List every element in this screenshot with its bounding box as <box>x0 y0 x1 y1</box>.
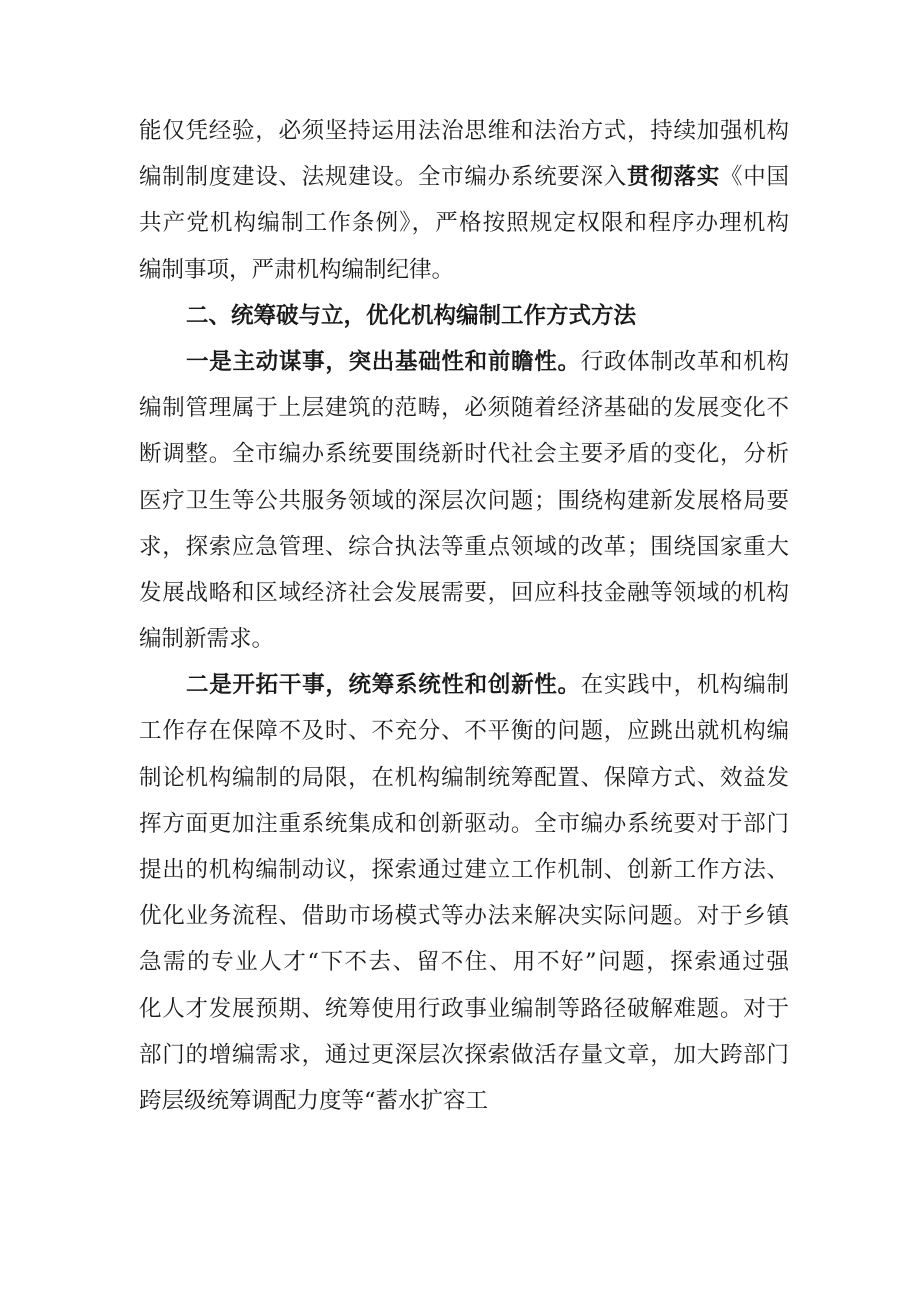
paragraph-2-line-6: 发展战略和区域经济社会发展需要，回应科技金融等领域的机构 <box>139 579 789 606</box>
paragraph-3-line-2: 工作存在保障不及时、不充分、不平衡的问题，应跳出就机构编 <box>139 718 789 745</box>
section-heading: 二、统筹破与立，优化机构编制工作方式方法 <box>186 302 637 329</box>
paragraph-1-line-3: 共产党机构编制工作条例》，严格按照规定权限和程序办理机构 <box>139 210 789 237</box>
paragraph-3-line-4: 挥方面更加注重系统集成和创新驱动。全市编办系统要对于部门 <box>139 810 789 837</box>
paragraph-lead: 二是开拓干事，统筹系统性和创新性。 <box>186 672 581 699</box>
paragraph-2-line-5: 求，探索应急管理、综合执法等重点领域的改革；围绕国家重大 <box>139 533 789 560</box>
paragraph-2-line-3: 断调整。全市编办系统要围绕新时代社会主要矛盾的变化，分析 <box>139 441 789 468</box>
paragraph-1-line-2 <box>139 154 789 200</box>
paragraph-lead: 一是主动谋事，突出基础性和前瞻性。 <box>186 348 581 375</box>
paragraph-1-line-1: 能仅凭经验，必须坚持运用法治思维和法治方式，持续加强机构 <box>139 118 789 144</box>
paragraph-3-line-3: 制论机构编制的局限，在机构编制统筹配置、保障方式、效益发 <box>139 764 789 791</box>
paragraph-3-line-6: 优化业务流程、借助市场模式等办法来解决实际问题。对于乡镇 <box>139 903 789 930</box>
paragraph-3-line-9: 部门的增编需求，通过更深层次探索做活存量文章，加大跨部门 <box>139 1041 789 1068</box>
text-segment: 在实践中，机构编制 <box>580 672 789 699</box>
paragraph-3-line-10: 跨层级统筹调配力度等“蓄水扩容工 <box>139 1087 489 1114</box>
text-segment: 《中国 <box>720 164 789 191</box>
paragraph-3-line-7: 急需的专业人才“下不去、留不住、用不好”问题，探索通过强 <box>139 949 789 976</box>
paragraph-3-line-1 <box>139 662 789 708</box>
text-segment: 编制制度建设、法规建设。全市编办系统要深入 <box>139 164 628 191</box>
text-segment: 行政体制改革和机构 <box>580 348 789 375</box>
paragraph-2-line-1 <box>139 339 789 385</box>
paragraph-2-line-7: 编制新需求。 <box>139 626 275 653</box>
paragraph-3-line-5: 提出的机构编制动议，探索通过建立工作机制、创新工作方法、 <box>139 857 789 883</box>
paragraph-2-line-4: 医疗卫生等公共服务领域的深层次问题；围绕构建新发展格局要 <box>139 487 789 514</box>
paragraph-3-line-8: 化人才发展预期、统筹使用行政事业编制等路径破解难题。对于 <box>139 995 789 1022</box>
paragraph-2-line-2: 编制管理属于上层建筑的范畴，必须随着经济基础的发展变化不 <box>139 395 789 422</box>
paragraph-1-line-4: 编制事项，严肃机构编制纪律。 <box>139 256 455 283</box>
emphasis-text: 贯彻落实 <box>627 164 720 191</box>
document-page <box>139 108 789 1124</box>
